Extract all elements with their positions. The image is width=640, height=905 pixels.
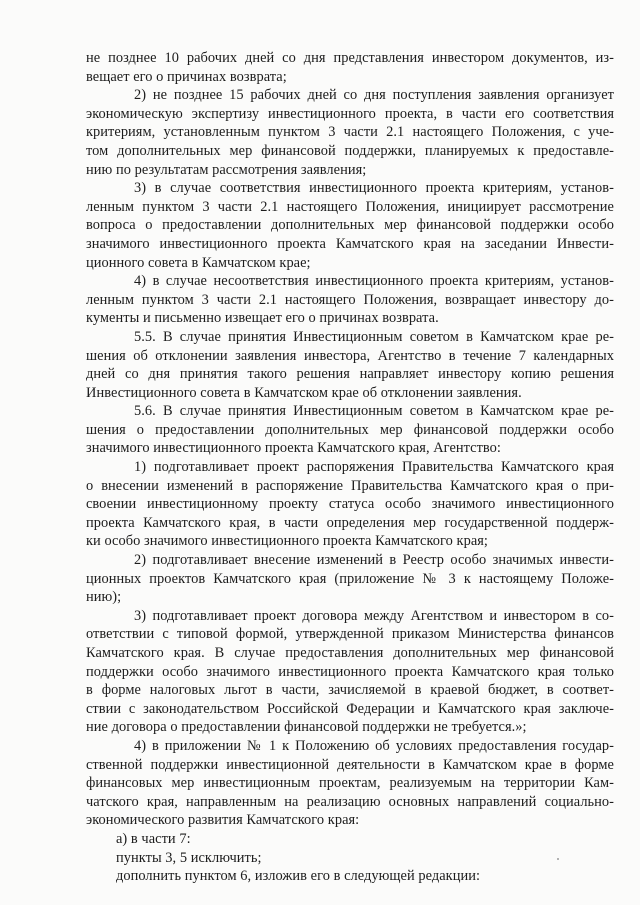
text-line: в форме налоговых льгот в части, зачисляемой в краевой бюджет, в соответ- [86,682,614,699]
text-line: пункты 3, 5 исключить; [116,849,262,866]
text-line: поддержки особо значимого инвестиционного проекта Камчатского края только [86,663,614,680]
text-line: экономического развития Камчатского края: [86,812,360,829]
text-line: 5.5. В случае принятия Инвестиционным советом в Камчатском крае ре- [134,328,614,345]
text-line: нию по результатам рассмотрения заявления; [86,161,367,178]
text-line: ствии с законодательством Российской Федерации и Камчатского края заключе- [86,700,614,717]
text-line: шения о предоставлении дополнительных мер финансовой поддержки особо [86,421,614,438]
text-line: чатского края, направленным на реализацию основных направлений социально- [86,793,614,810]
text-line: ние договора о предоставлении финансовой поддержки не требуется.»; [86,719,527,736]
text-line: значимого инвестиционного проекта Камчатского края на заседании Инвести- [86,235,614,252]
text-line: экономическую экспертизу инвестиционного проекта, в части его соответствия [86,105,614,122]
text-line: ционных проектов Камчатского края (приложение № 3 к настоящему Положе- [86,570,614,587]
text-line: о внесении изменений в распоряжение Правительства Камчатского края о при- [86,477,614,494]
text-line: 5.6. В случае принятия Инвестиционным советом в Камчатском крае ре- [134,403,614,420]
text-line: значимого инвестиционного проекта Камчатского края, Агентство: [86,440,501,457]
text-line: вопроса о предоставлении дополнительных мер финансовой поддержки особо [86,217,614,234]
text-line: не позднее 10 рабочих дней со дня представления инвестором документов, из- [86,50,614,66]
text-line: 3) в случае соответствия инвестиционного проекта критериям, установ- [134,180,614,197]
text-line: своении инвестиционному проекту статуса особо значимого инвестиционного [86,496,614,513]
text-line: 1) подготавливает проект распоряжения Правительства Камчатского края [134,459,614,476]
text-line: ленным пунктом 3 части 2.1 настоящего Положения, возвращает инвестору до- [86,291,614,308]
text-line: 2) не позднее 15 рабочих дней со дня поступления заявления организует [134,87,614,104]
text-line: том дополнительных мер финансовой поддержки, планируемых к предоставле- [86,142,614,159]
scan-speck [557,858,559,860]
text-line: кументы и письменно извещает его о причинах возврата. [86,310,439,327]
text-line: ственной поддержки инвестиционной деятельности в Камчатском крае в форме [86,756,614,773]
text-line: 4) в случае несоответствия инвестиционного проекта критериям, установ- [134,273,614,290]
text-line: нию); [86,589,122,606]
text-line: 4) в приложении № 1 к Положению об условиях предоставления государ- [134,737,614,754]
document-body [86,49,614,886]
text-line: 3) подготавливает проект договора между Агентством и инвестором в со- [134,607,614,624]
text-line: Камчатского края. В случае предоставления дополнительных мер финансовой [86,645,614,661]
text-line: дней со дня принятия такого решения направляет инвестору копию решения [86,366,614,383]
text-line: ционного совета в Камчатском крае; [86,254,311,271]
text-line: критериям, установленным пунктом 3 части 2.1 настоящего Положения, с уче- [86,124,614,141]
text-line: вещает его о причинах возврата; [86,68,287,85]
text-line: проекта Камчатского края, в части определения мер государственной поддерж- [86,514,614,531]
text-line: дополнить пунктом 6, изложив его в следующей редакции: [116,868,481,885]
text-line: финансовых мер инвестиционным проектам, реализуемым на территории Кам- [86,775,614,792]
text-line: ответствии с типовой формой, утвержденной приказом Министерства финансов [86,626,614,643]
text-line: а) в части 7: [116,830,191,847]
text-line: Инвестиционного совета в Камчатском крае об отклонении заявления. [86,384,522,401]
text-line: ленным пунктом 3 части 2.1 настоящего Положения, инициирует рассмотрение [86,198,614,215]
text-line: ки особо значимого инвестиционного проекта Камчатского края; [86,533,488,550]
text-line: шения об отклонении заявления инвестора, Агентство в течение 7 календарных [86,347,614,364]
text-line: 2) подготавливает внесение изменений в Реестр особо значимых инвести- [134,552,614,569]
